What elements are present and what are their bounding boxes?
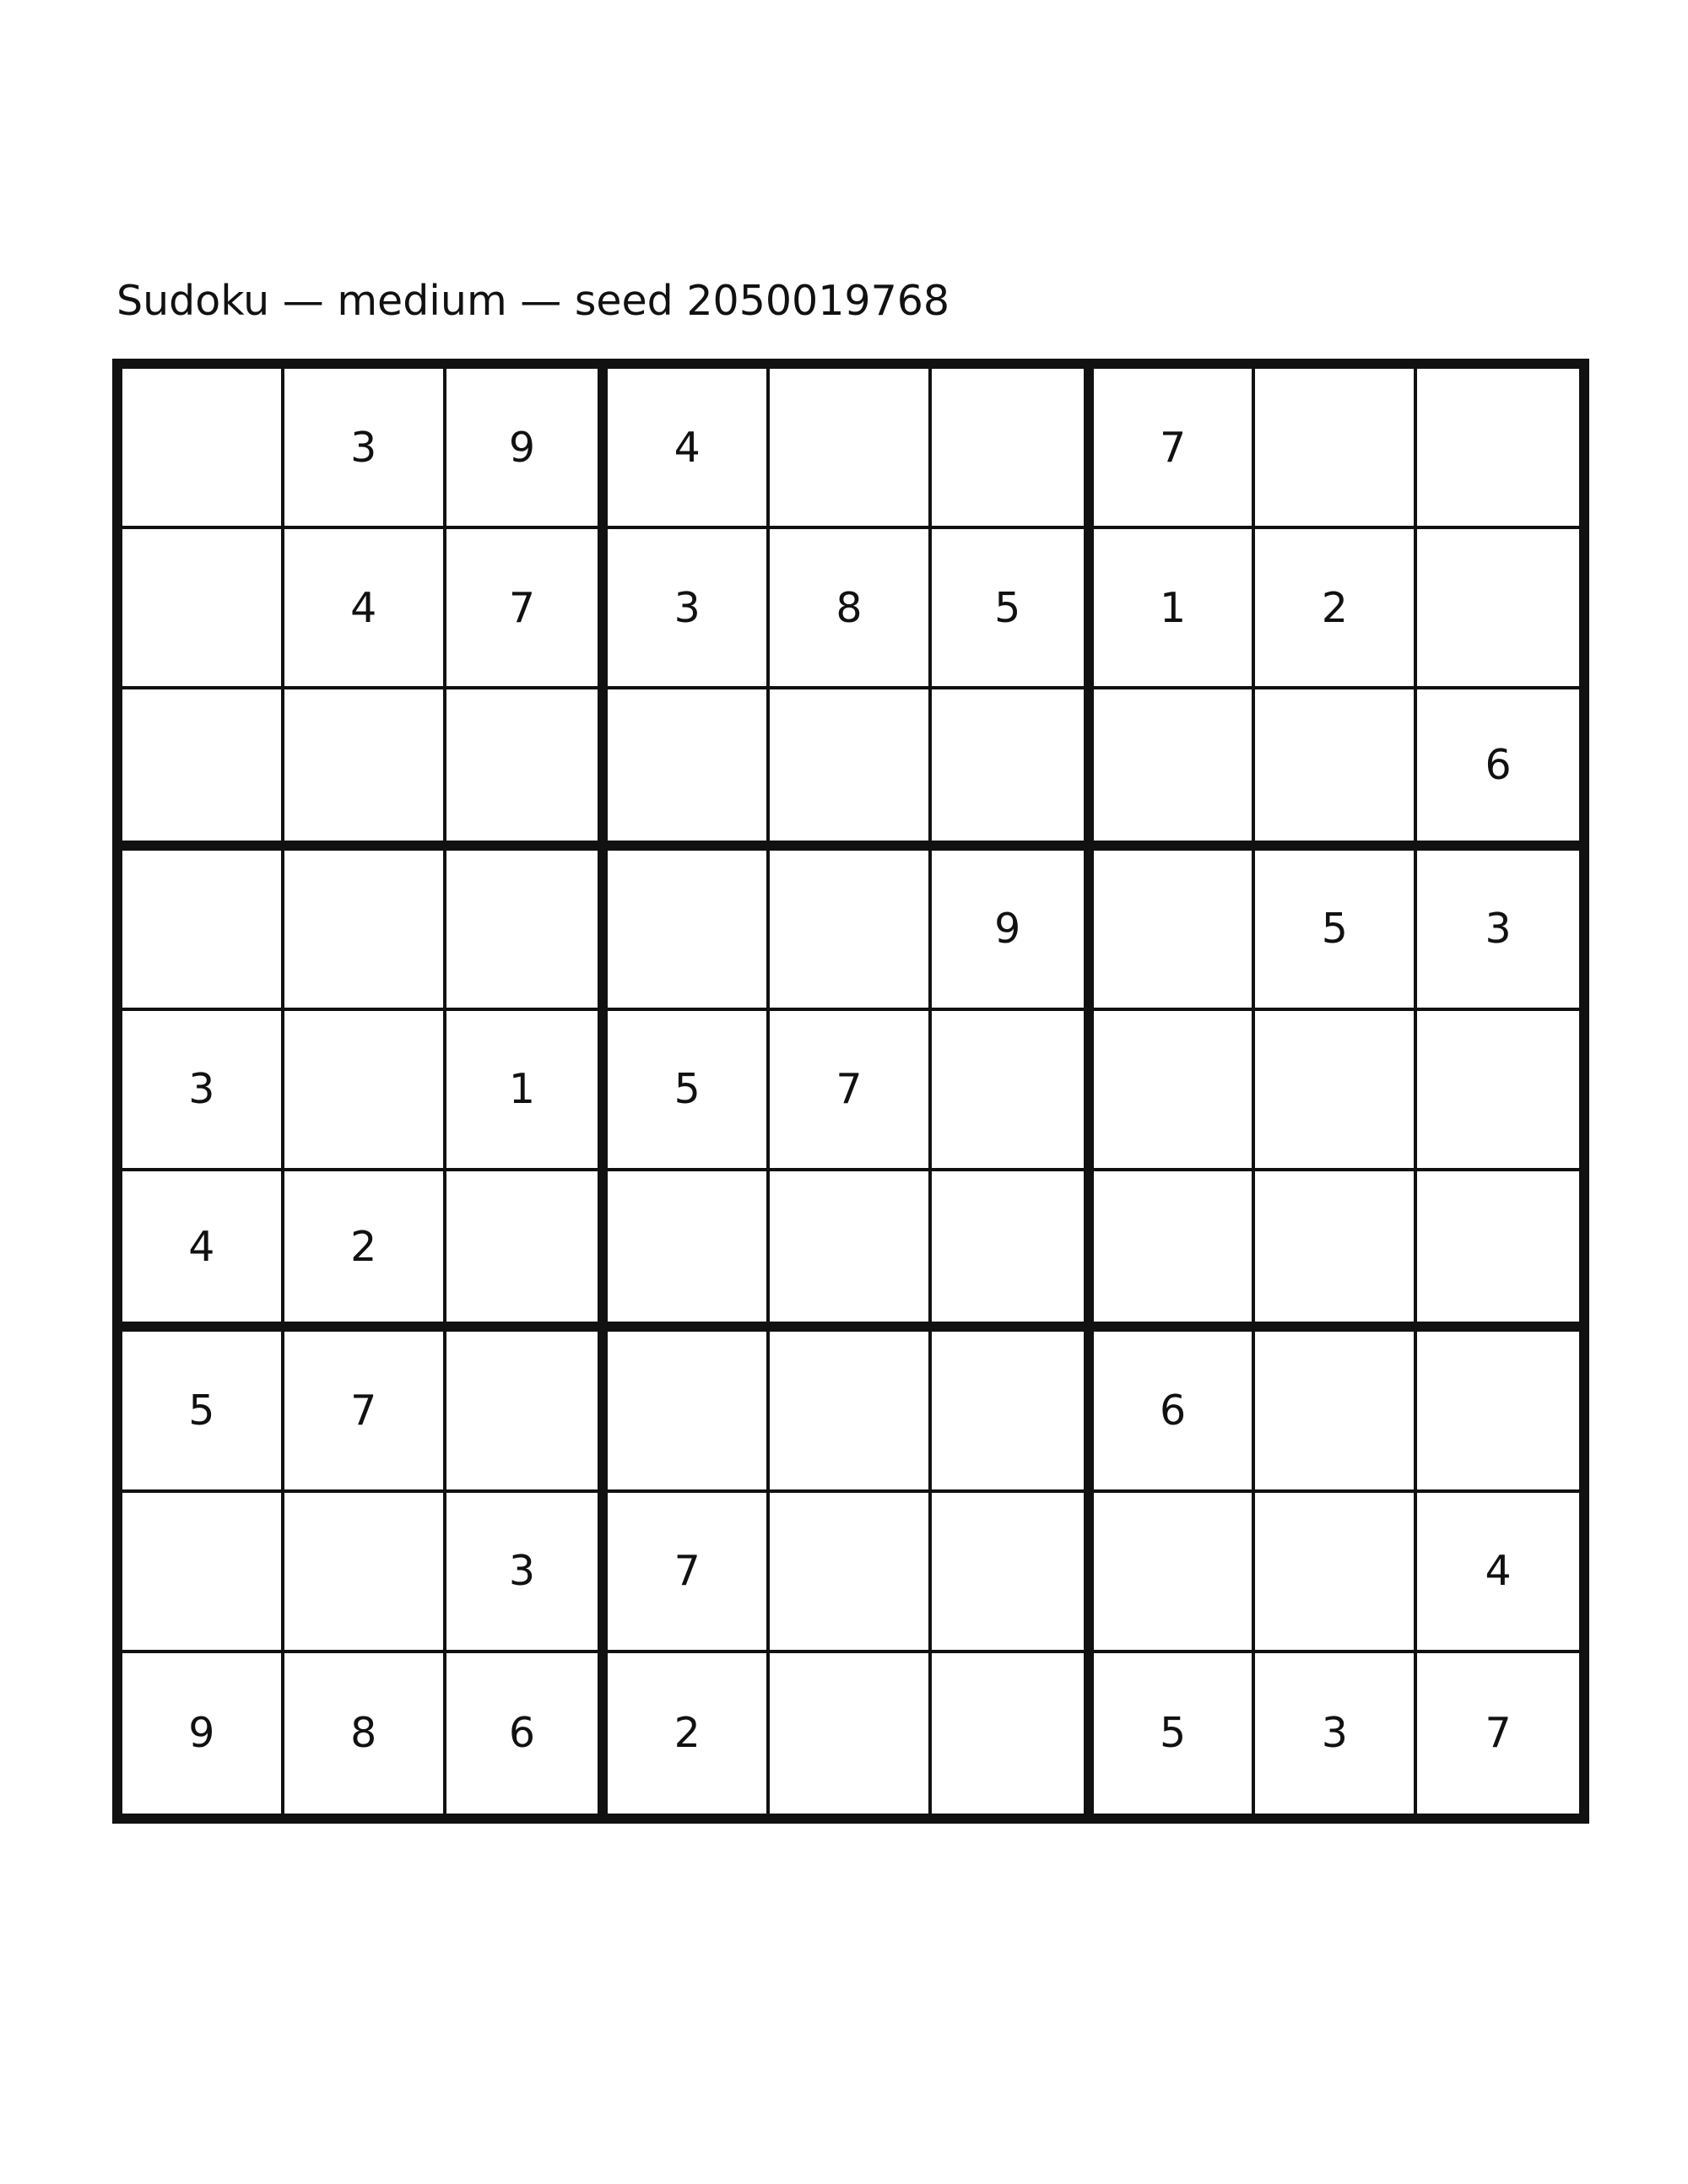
cell-r6c7 xyxy=(1094,1171,1256,1332)
cell-r5c7 xyxy=(1094,1011,1256,1171)
cell-r2c4: 3 xyxy=(608,529,770,689)
cell-r8c8 xyxy=(1255,1493,1417,1653)
cell-r4c8: 5 xyxy=(1255,851,1417,1011)
cell-r1c9 xyxy=(1417,369,1579,529)
cell-r6c3 xyxy=(446,1171,609,1332)
puzzle-title: Sudoku — medium — seed 2050019768 xyxy=(116,277,950,325)
cell-r3c7 xyxy=(1094,689,1256,850)
cell-r1c4: 4 xyxy=(608,369,770,529)
cell-r8c2 xyxy=(284,1493,446,1653)
cell-r5c6 xyxy=(932,1011,1094,1171)
cell-r5c8 xyxy=(1255,1011,1417,1171)
cell-r1c5 xyxy=(770,369,932,529)
cell-r6c9 xyxy=(1417,1171,1579,1332)
cell-r5c9 xyxy=(1417,1011,1579,1171)
cell-r7c4 xyxy=(608,1332,770,1492)
cell-r9c9: 7 xyxy=(1417,1653,1579,1814)
cell-r8c3: 3 xyxy=(446,1493,609,1653)
cell-r1c6 xyxy=(932,369,1094,529)
cell-r5c1: 3 xyxy=(122,1011,284,1171)
cell-r5c4: 5 xyxy=(608,1011,770,1171)
cell-r6c5 xyxy=(770,1171,932,1332)
cell-r3c1 xyxy=(122,689,284,850)
cell-r6c2: 2 xyxy=(284,1171,446,1332)
cell-r2c9 xyxy=(1417,529,1579,689)
cell-r3c8 xyxy=(1255,689,1417,850)
cell-r9c6 xyxy=(932,1653,1094,1814)
cell-r2c3: 7 xyxy=(446,529,609,689)
cell-r6c1: 4 xyxy=(122,1171,284,1332)
cell-r4c3 xyxy=(446,851,609,1011)
cell-r4c4 xyxy=(608,851,770,1011)
cell-r9c1: 9 xyxy=(122,1653,284,1814)
cell-r3c5 xyxy=(770,689,932,850)
cell-r5c5: 7 xyxy=(770,1011,932,1171)
cell-r8c4: 7 xyxy=(608,1493,770,1653)
cell-r9c5 xyxy=(770,1653,932,1814)
cell-r4c6: 9 xyxy=(932,851,1094,1011)
cell-r1c1 xyxy=(122,369,284,529)
cell-r3c3 xyxy=(446,689,609,850)
cell-r9c8: 3 xyxy=(1255,1653,1417,1814)
cell-r2c6: 5 xyxy=(932,529,1094,689)
cell-r7c7: 6 xyxy=(1094,1332,1256,1492)
cell-r6c8 xyxy=(1255,1171,1417,1332)
cell-r7c9 xyxy=(1417,1332,1579,1492)
cell-r6c4 xyxy=(608,1171,770,1332)
cell-r3c4 xyxy=(608,689,770,850)
cell-r5c2 xyxy=(284,1011,446,1171)
sudoku-board xyxy=(112,359,1589,1824)
cell-r3c9: 6 xyxy=(1417,689,1579,850)
cell-r4c9: 3 xyxy=(1417,851,1579,1011)
cell-r4c2 xyxy=(284,851,446,1011)
cell-r1c2: 3 xyxy=(284,369,446,529)
cell-r9c3: 6 xyxy=(446,1653,609,1814)
cell-r7c1: 5 xyxy=(122,1332,284,1492)
cell-r2c5: 8 xyxy=(770,529,932,689)
cell-r2c1 xyxy=(122,529,284,689)
cell-r2c8: 2 xyxy=(1255,529,1417,689)
cell-r1c7: 7 xyxy=(1094,369,1256,529)
cell-r4c7 xyxy=(1094,851,1256,1011)
cell-r8c1 xyxy=(122,1493,284,1653)
cell-r1c8 xyxy=(1255,369,1417,529)
cell-r3c6 xyxy=(932,689,1094,850)
cell-r1c3: 9 xyxy=(446,369,609,529)
cell-r7c5 xyxy=(770,1332,932,1492)
cell-r8c7 xyxy=(1094,1493,1256,1653)
cell-r2c2: 4 xyxy=(284,529,446,689)
cell-r7c3 xyxy=(446,1332,609,1492)
cell-r7c6 xyxy=(932,1332,1094,1492)
cell-r9c2: 8 xyxy=(284,1653,446,1814)
cell-r4c5 xyxy=(770,851,932,1011)
cell-r6c6 xyxy=(932,1171,1094,1332)
cell-r5c3: 1 xyxy=(446,1011,609,1171)
cell-r8c5 xyxy=(770,1493,932,1653)
cell-r8c9: 4 xyxy=(1417,1493,1579,1653)
cell-r4c1 xyxy=(122,851,284,1011)
cell-r9c7: 5 xyxy=(1094,1653,1256,1814)
cell-r2c7: 1 xyxy=(1094,529,1256,689)
cell-r7c2: 7 xyxy=(284,1332,446,1492)
cell-r3c2 xyxy=(284,689,446,850)
cell-r7c8 xyxy=(1255,1332,1417,1492)
cell-r9c4: 2 xyxy=(608,1653,770,1814)
cell-r8c6 xyxy=(932,1493,1094,1653)
